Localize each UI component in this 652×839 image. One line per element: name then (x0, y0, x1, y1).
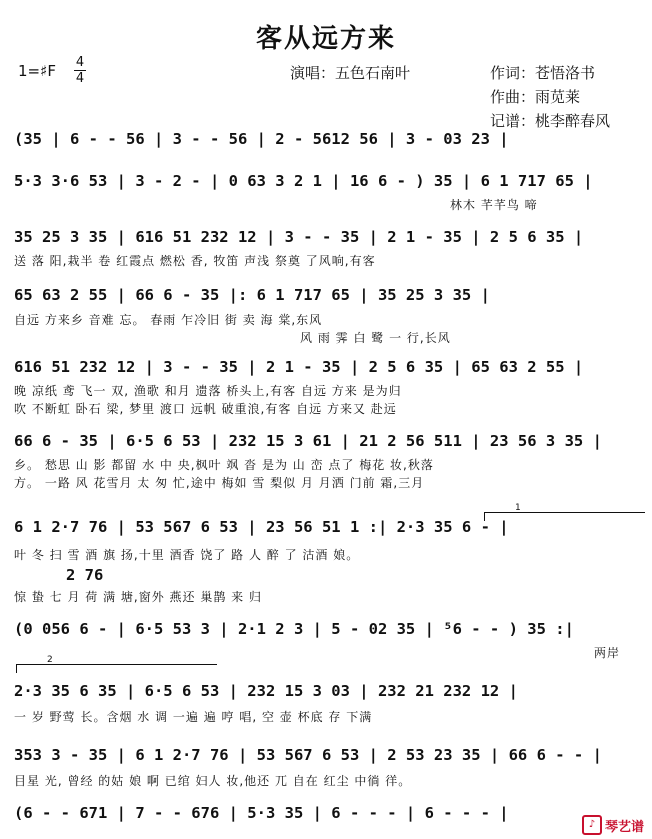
time-signature-top: 4 (75, 55, 85, 70)
score-line-6-lyrics: 乡。 愁思 山 影 都留 水 中 央,枫叶 飒 沓 是为 山 峦 点了 梅花 妆,秋落 (14, 458, 434, 472)
score-line-3-notes: 35 25 3 35 | 616 51 232 12 | 3 - - 35 | 2 1 - 35 | 2 5 6 35 | (14, 228, 584, 246)
score-line-5-lyrics: 晚 凉纸 鸢 飞一 双, 渔歌 和月 遗落 桥头上,有客 自远 方来 是为归 (14, 384, 402, 398)
score-line-2-notes: 5·3 3·6 53 | 3 - 2 - | 0 63 3 2 1 | 16 6 - ) 35 | 6 1 717 65 | (14, 172, 593, 190)
composer-credit: 作曲：雨苋莱 (490, 88, 581, 106)
score-line-10-notes: 353 3 - 35 | 6 1 2·7 76 | 53 567 6 53 | 2 53 23 35 | 66 6 - - | (14, 746, 602, 764)
volta-second-ending (16, 655, 217, 673)
score-line-7-notes: 6 1 2·7 76 | 53 567 6 53 | 23 56 51 1 :| 2·3 35 6 - | (14, 518, 509, 536)
score-line-8-lyrics: 两岸 (594, 646, 621, 660)
score-line-7-lyrics: 叶 冬 扫 雪 酒 旗 扬,十里 酒香 饶了 路 人 醉 了 沽酒 娘。 (14, 548, 360, 562)
score-line-5-lyrics-2: 吹 不断虹 卧石 梁, 梦里 渡口 远帆 破重浪,有客 自远 方来又 赴远 (14, 402, 397, 416)
watermark-text: 琴艺谱 (604, 819, 644, 835)
score-line-3-lyrics: 送 落 阳,栽半 卷 红霞点 燃松 香, 牧笛 声浅 祭奠 了风响,有客 (14, 254, 376, 268)
score-line-4-lyrics-2: 风 雨 霁 白 鹭 一 行,长风 (300, 331, 451, 345)
score-line-6-notes: 66 6 - 35 | 6·5 6 53 | 232 15 3 61 | 21 2 56 511 | 23 56 3 35 | (14, 432, 602, 450)
score-line-4-lyrics: 自远 方来乡 音难 忘。 春雨 乍冷旧 街 卖 海 棠,东风 (14, 313, 323, 327)
score-line-6-lyrics-2: 方。 一路 风 花雪月 太 匆 忙,途中 梅如 雪 梨似 月 月洒 门前 霜,三月 (14, 476, 425, 490)
score-line-1-notes: (35 | 6 - - 56 | 3 - - 56 | 2 - 5612 56 | 3 - 03 23 | (14, 130, 509, 148)
score-line-10-lyrics: 目星 光, 曾经 的姑 娘 啊 已绾 妇人 妆,他还 兀 自在 红尘 中徜 徉。 (14, 774, 412, 788)
score-line-7-lyrics-2: 惊 蛰 七 月 荷 满 塘,窗外 燕还 巢鹊 来 归 (14, 590, 262, 604)
score-line-8-notes: (0 056 6 - | 6·5 53 3 | 2·1 2 3 | 5 - 02 35 | ⁵6 - - ) 35 :| (14, 620, 574, 638)
lyricist-credit: 作词：苍悟洛书 (490, 64, 596, 82)
brand-logo-icon: ♪ (582, 815, 602, 835)
score-line-7-alt-notes: 2 76 (66, 566, 104, 584)
score-line-5-notes: 616 51 232 12 | 3 - - 35 | 2 1 - 35 | 2 5 6 35 | 65 63 2 55 | (14, 358, 584, 376)
score-line-2-lyrics: 林木 芊芊鸟 啼 (450, 198, 538, 212)
score-line-11-notes: (6 - - 671 | 7 - - 676 | 5·3 35 | 6 - - - | 6 - - - | (14, 804, 509, 822)
volta-second-label: 2 (47, 655, 53, 665)
time-signature-bottom: 4 (75, 71, 85, 86)
singer-credit: 演唱：五色石南叶 (290, 64, 411, 82)
time-signature (74, 56, 86, 85)
score-line-9-lyrics: 一 岁 野莺 长。含烟 水 调 一遍 遍 哼 唱, 空 壶 杯底 存 下满 (14, 710, 373, 724)
site-watermark (582, 815, 644, 835)
key-signature: 1=♯F (18, 62, 56, 80)
volta-first-label: 1 (515, 503, 521, 513)
transcriber-credit: 记谱：桃李醉春风 (490, 112, 611, 130)
score-line-4-notes: 65 63 2 55 | 66 6 - 35 |: 6 1 717 65 | 35 25 3 35 | (14, 286, 490, 304)
score-line-9-notes: 2·3 35 6 35 | 6·5 6 53 | 232 15 3 03 | 232 21 232 12 | (14, 682, 518, 700)
song-title: 客从远方来 (255, 24, 396, 54)
